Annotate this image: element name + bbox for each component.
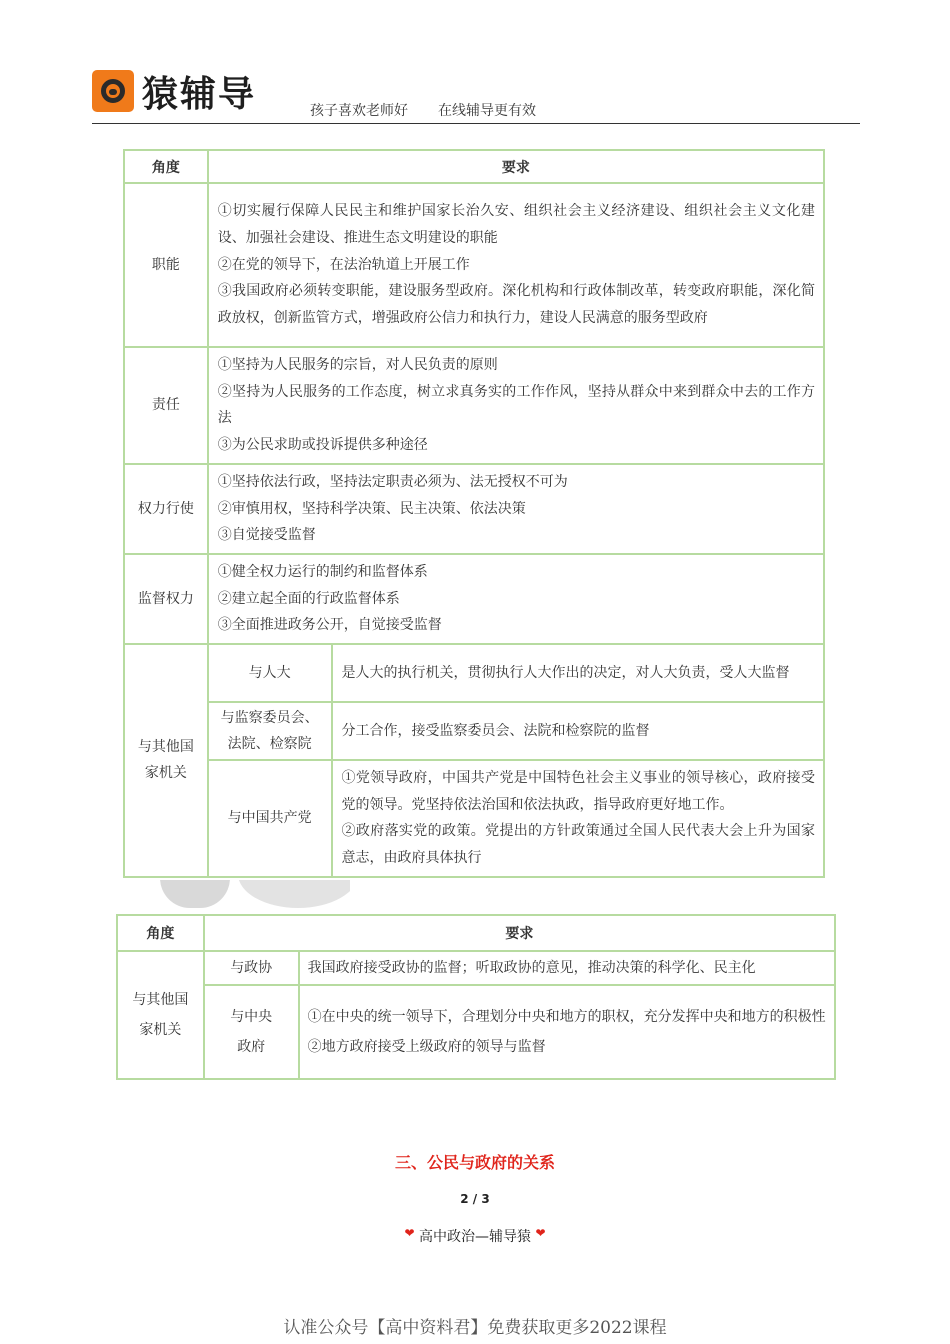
requirement-item: ①切实履行保障人民民主和维护国家长治久安、组织社会主义经济建设、组织社会主义文化建设、加强社会建设、推进生态文明建设的职能 — [217, 203, 815, 246]
brand-logo-icon — [92, 70, 134, 112]
requirement-item: ②坚持为人民服务的工作态度，树立求真务实的工作作风，坚持从群众中来到群众中去的工作方法 — [217, 383, 815, 427]
angle-line: 与其他国 — [137, 739, 194, 756]
sub-angle-cell — [208, 702, 332, 760]
requirement-item: ③为公民求助或投诉提供多种途径 — [217, 437, 428, 454]
government-requirements-table — [123, 149, 825, 878]
table-row — [124, 464, 824, 554]
heart-icon: ❤ — [404, 1226, 415, 1240]
bottom-note: 认准公众号【高中资料君】免费获取更多2022课程 — [283, 1318, 667, 1338]
requirement-cell: 我国政府接受政协的监督；听取政协的意见，推动决策的科学化、民主化 — [299, 951, 835, 985]
requirement-item: ②政府落实党的政策。党提出的方针政策通过全国人民代表大会上升为国家意志，由政府具体执行 — [341, 823, 815, 867]
sub-angle-cell: 与中国共产党 — [208, 760, 332, 877]
requirement-cell — [208, 464, 824, 554]
angle-cell: 监督权力 — [124, 554, 208, 644]
angle-line: 家机关 — [144, 765, 187, 782]
table-row — [124, 760, 824, 877]
brand-name: 猿辅导 — [142, 74, 257, 115]
requirement-item: ①坚持依法行政，坚持法定职责必须为、法无授权不可为 — [217, 473, 568, 490]
requirement-cell — [208, 347, 824, 464]
requirement-item: ①健全权力运行的制约和监督体系 — [217, 563, 428, 580]
angle-line: 家机关 — [139, 1022, 182, 1038]
sub-angle-line: 与中央 — [230, 1009, 273, 1025]
angle-line: 与其他国 — [132, 992, 189, 1008]
page-header — [92, 68, 860, 124]
requirement-item: ③全面推进政务公开，自觉接受监督 — [217, 617, 442, 634]
angle-cell: 职能 — [124, 183, 208, 347]
slogan-2: 在线辅导更有效 — [438, 103, 536, 119]
requirement-item: ①在中央的统一领导下，合理划分中央和地方的职权，充分发挥中央和地方的积极性 — [307, 1009, 826, 1025]
footer-subtitle-row — [0, 1226, 950, 1246]
footer-subtitle: 高中政治—辅导猿 — [419, 1229, 531, 1245]
sub-angle-line: 法院、检察院 — [227, 736, 312, 753]
requirement-cell — [299, 985, 835, 1079]
table-header-row — [124, 150, 824, 183]
page-number: 2 / 3 — [460, 1192, 490, 1206]
angle-cell — [124, 644, 208, 877]
requirement-cell — [208, 554, 824, 644]
slogan — [310, 100, 536, 120]
header-requirement: 要求 — [204, 915, 835, 951]
requirement-cell — [208, 183, 824, 347]
requirement-item: ①党领导政府，中国共产党是中国特色社会主义事业的领导核心，政府接受党的领导。党坚持依法治国和依法执政，指导政府更好地工作。 — [341, 770, 815, 813]
table-row — [117, 985, 835, 1079]
angle-cell: 权力行使 — [124, 464, 208, 554]
sub-angle-cell — [204, 985, 299, 1079]
sub-angle-line: 政府 — [237, 1039, 266, 1055]
sub-angle-cell: 与政协 — [204, 951, 299, 985]
header-angle: 角度 — [124, 150, 208, 183]
table-row — [124, 347, 824, 464]
watermark-icon — [160, 880, 350, 910]
requirement-cell: 分工合作，接受监察委员会、法院和检察院的监督 — [332, 702, 825, 760]
sub-angle-line: 与监察委员会、 — [220, 710, 319, 727]
slogan-1: 孩子喜欢老师好 — [310, 103, 408, 119]
heart-icon: ❤ — [535, 1226, 546, 1240]
requirement-cell: 是人大的执行机关，贯彻执行人大作出的决定，对人大负责，受人大监督 — [332, 644, 825, 702]
header-requirement: 要求 — [208, 150, 824, 183]
sub-angle-cell: 与人大 — [208, 644, 332, 702]
table-header-row — [117, 915, 835, 951]
section-title: 三、公民与政府的关系 — [394, 1153, 555, 1172]
table-row — [124, 554, 824, 644]
requirement-item: ②在党的领导下，在法治轨道上开展工作 — [217, 256, 470, 273]
table-row — [124, 702, 824, 760]
angle-cell: 责任 — [124, 347, 208, 464]
requirement-item: ②审慎用权，坚持科学决策、民主决策、依法决策 — [217, 500, 526, 517]
government-relations-table — [116, 914, 836, 1080]
table-row — [124, 644, 824, 702]
requirement-item: ③自觉接受监督 — [217, 527, 316, 544]
header-angle: 角度 — [117, 915, 204, 951]
table-row — [117, 951, 835, 985]
angle-cell — [117, 951, 204, 1079]
requirement-cell — [332, 760, 825, 877]
requirement-item: ②地方政府接受上级政府的领导与监督 — [307, 1039, 546, 1055]
requirement-item: ②建立起全面的行政监督体系 — [217, 590, 400, 607]
requirement-item: ③我国政府必须转变职能，建设服务型政府。深化机构和行政体制改革，转变政府职能，深化简政放权，创新监管方式，增强政府公信力和执行力，建设人民满意的服务型政府 — [217, 283, 815, 327]
requirement-item: ①坚持为人民服务的宗旨，对人民负责的原则 — [217, 357, 498, 373]
table-row — [124, 183, 824, 347]
